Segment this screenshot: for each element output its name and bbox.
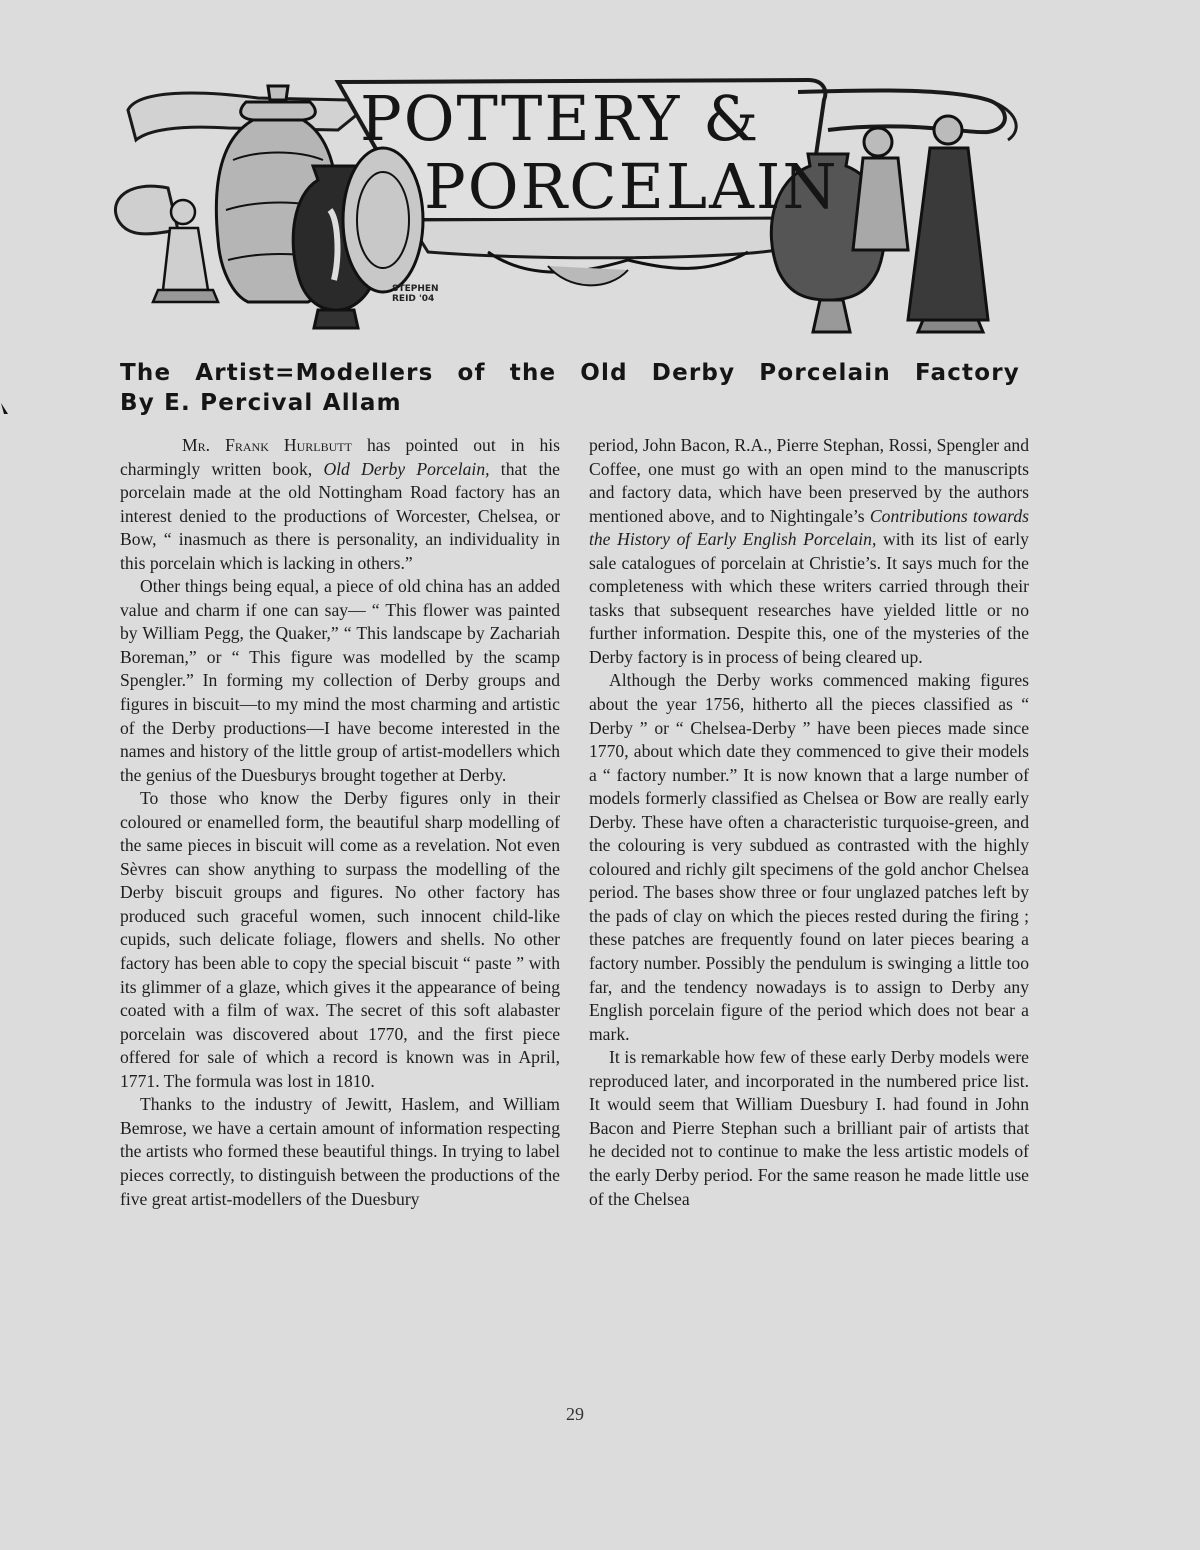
paragraph (120, 434, 560, 575)
book-title: Contributions towards the History of Early English Porcelain, (589, 505, 1029, 550)
artist-signature (392, 284, 439, 304)
margin-mark (0, 402, 10, 416)
text-run: has pointed out in his charmingly written book, (120, 435, 561, 479)
text-run: period, John Bacon, R.A., Pierre Stephan, Rossi, Spengler and Coffee, one must go with an open mind to the manuscripts and factory data, which have been preserved by the authors mentioned above, and to Nightingale’s (589, 435, 1029, 526)
author-name-smallcaps: Mr. Frank Hurlbutt (182, 435, 352, 455)
header-illustration (108, 70, 1028, 340)
paragraph: Thanks to the industry of Jewitt, Haslem, and William Bemrose, we have a certain amount of information respecting the artists who formed these beautiful things. In trying to label pieces correctly, to distinguish between the productions of the five great artist-modellers of the Duesbury (120, 1094, 560, 1209)
book-title: Old Derby Porcelain, (323, 458, 490, 479)
banner-title-line2: PORCELAIN (424, 150, 839, 223)
text-run: with its list of early sale catalogues of porcelain at Christie’s. It says much for the completeness with which these writers carried through their tasks that subsequent researches have yielded little or no further information. Despite this, one of the mysteries of the Derby factory is in process of being cleared up. (589, 529, 1029, 667)
paragraph (589, 434, 1029, 669)
left-column (120, 434, 560, 1211)
signature-line2: REID '04 (392, 294, 435, 304)
signature-line1: STEPHEN (392, 284, 439, 294)
paragraph: Other things being equal, a piece of old china has an added value and charm if one can say— “ This flower was painted by William Pegg, the Quaker,” “ This landscape by Zachariah Boreman,” or “ This figure was modelled by the scamp Spengler.” In forming my collection of Derby groups and figures in biscuit—to my mind the most charming and artistic of the Derby productions—I have become interested in the names and history of the little group of artist-modellers which the genius of the Duesburys brought together at Derby. (120, 576, 560, 785)
article-byline: By E. Percival Allam (120, 390, 402, 416)
page-number: 29 (566, 1404, 584, 1424)
paragraph: It is remarkable how few of these early Derby models were reproduced later, and incorporated in the numbered price list. It would seem that William Duesbury I. had found in John Bacon and Pierre Stephan such a brilliant pair of artists that he decided not to continue to make the less artistic models of the early Derby period. For the same reason he made little use of the Chelsea (589, 1047, 1029, 1209)
article-title-main: The Artist=Modellers of the Old Derby Porcelain Factory (120, 360, 1020, 386)
banner-title-line1: POTTERY & (360, 82, 761, 155)
paragraph: To those who know the Derby figures only in their coloured or enamelled form, the beautiful sharp modelling of the same pieces in biscuit will come as a revelation. Not even Sèvres can show anything to surpass the modelling of the Derby biscuit groups and figures. No other factory has produced such graceful women, such innocent child-like cupids, such delicate foliage, flowers and shells. No other factory has been able to copy the special biscuit “ paste ” with its glimmer of a glaze, which gives it the appearance of being coated with a film of wax. The secret of this soft alabaster porcelain was discovered about 1770, and the first piece offered for sale of which a record is known was in April, 1771. The formula was lost in 1810. (120, 788, 560, 1091)
paragraph: Although the Derby works commenced making figures about the year 1756, hitherto all the pieces classified as “ Derby ” or “ Chelsea-Derby ” have been pieces made since 1770, about which date they commenced to give their models a “ factory number.” It is now known that a large number of models formerly classified as Chelsea or Bow are really early Derby. These have often a characteristic turquoise-green, and the colouring is very subdued as contrasted with the highly coloured and richly gilt specimens of the gold anchor Chelsea period. The bases show three or four unglazed patches left by the pads of clay on which the pieces rested during the firing ; these patches are frequently found on later pieces bearing a factory number. Possibly the pendulum is swinging a little too far, and the tendency nowadays is to assign to Derby any English porcelain figure of the period which does not bear a mark. (589, 670, 1029, 1044)
right-column (589, 434, 1029, 1211)
text-run: that the porcelain made at the old Nottingham Road factory has an interest denied to the productions of Worcester, Chelsea, or Bow, “ inasmuch as there is personality, an individuality in this porcelain which is lacking in others.” (120, 458, 560, 573)
article-title (120, 358, 1020, 418)
